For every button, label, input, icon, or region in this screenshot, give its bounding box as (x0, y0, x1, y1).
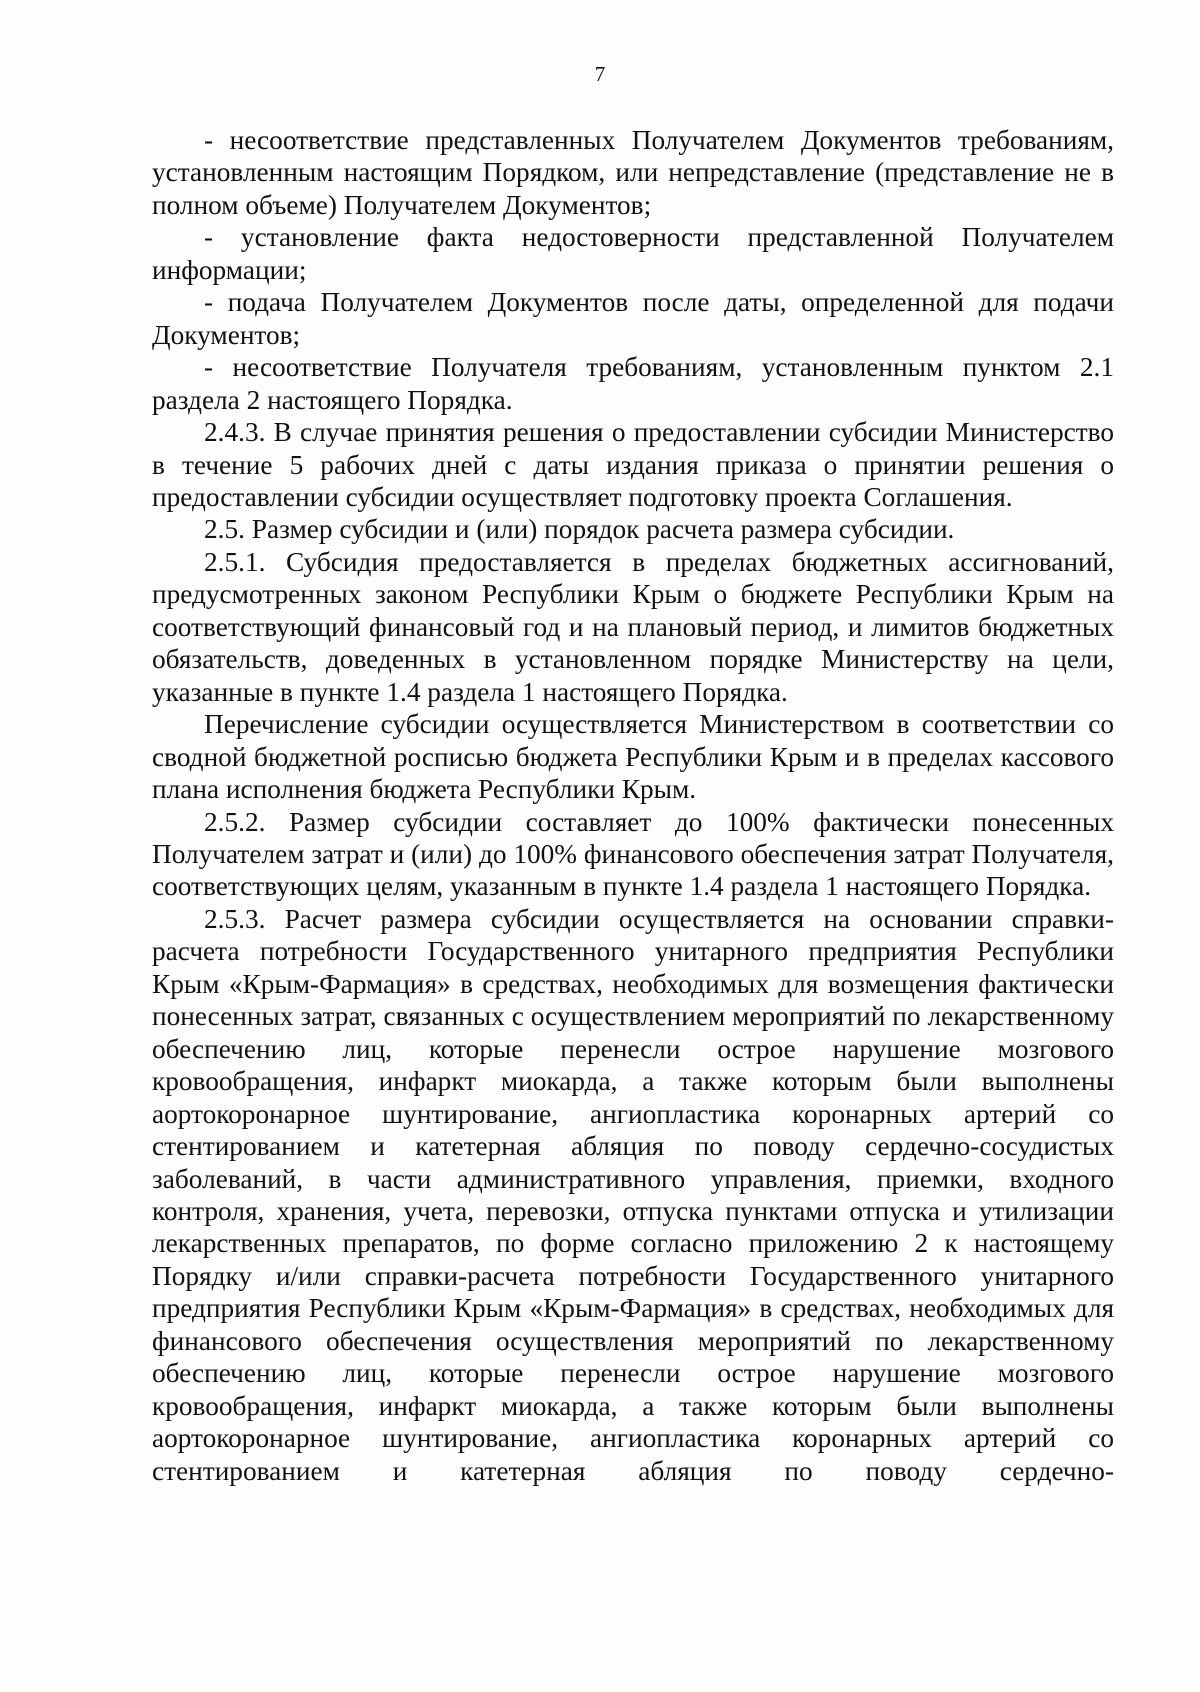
paragraph-2-5-1: 2.5.1. Субсидия предоставляется в пределах бюджетных ассигнований, предусмотренных законом Республики Крым о бюджете Республики Крым на соответствующий финансовый год и на плановый период, и лимитов бюджетных обязательств, доведенных в установленном порядке Министерству на цели, указанные в пункте 1.4 раздела 1 настоящего Порядка. (152, 546, 1114, 707)
paragraph-2-4-3: 2.4.3. В случае принятия решения о предоставлении субсидии Министерство в течение 5 рабочих дней с даты издания приказа о принятии решения о предоставлении субсидии осуществляет подготовку проекта Соглашения. (152, 417, 1114, 512)
paragraph-late-submission: - подача Получателем Документов после даты, определенной для подачи Документов; (152, 287, 1114, 350)
paragraph-transfer: Перечисление субсидии осуществляется Министерством в соответствии со сводной бюджетной росписью бюджета Республики Крым и в пределах кассового плана исполнения бюджета Республики Крым. (152, 709, 1114, 805)
paragraph-2-5-2: 2.5.2. Размер субсидии составляет до 100% фактически понесенных Получателем затрат и (или) до 100% финансового обеспечения затрат Получателя, соответствующих целям, указанным в пункте 1.4 раздела 1 настоящего Порядка. (152, 806, 1114, 902)
paragraph-noncompliance-documents: - несоответствие представленных Получателем Документов требованиям, установленным настоящим Порядком, или непредставление (представление не в полном объеме) Получателем Документов; (152, 125, 1114, 220)
paragraph-2-5-3: 2.5.3. Расчет размера субсидии осуществляется на основании справки-расчета потребности Государственного унитарного предприятия Республики Крым «Крым-Фармация» в средствах, необходимых для возмещения фактически понесенных затрат, связанных с осуществлением мероприятий по лекарственному обеспечению лиц, которые перенесли острое нарушение мозгового кровообращения, инфаркт миокарда, а также которым были выполнены аортокоронарное шунтирование, ангиопластика коронарных артерий со стентированием и катетерная абляция по поводу сердечно-сосудистых заболеваний, в части административного управления, приемки, входного контроля, хранения, учета, перевозки, отпуска пунктами отпуска и утилизации лекарственных препаратов, по форме согласно приложению 2 к настоящему Порядку и/или справки-расчета потребности Государственного унитарного предприятия Республики Крым «Крым-Фармация» в средствах, необходимых для финансового обеспечения осуществления мероприятий по лекарственному обеспечению лиц, которые перенесли острое нарушение мозгового кровообращения, инфаркт миокарда, а также которым были выполнены аортокоронарное шунтирование, ангиопластика коронарных артерий со стентированием и катетерная абляция по поводу сердечно- (152, 903, 1114, 1486)
paragraph-recipient-noncompliance: - несоответствие Получателя требованиям, установленным пунктом 2.1 раздела 2 настоящего Порядка. (152, 352, 1114, 415)
page-number: 7 (594, 62, 606, 86)
document-body (152, 124, 1114, 1487)
paragraph-2-5: 2.5. Размер субсидии и (или) порядок расчета размера субсидии. (204, 514, 955, 545)
paragraph-unreliable-information: - установление факта недостоверности представленной Получателем информации; (152, 222, 1114, 285)
